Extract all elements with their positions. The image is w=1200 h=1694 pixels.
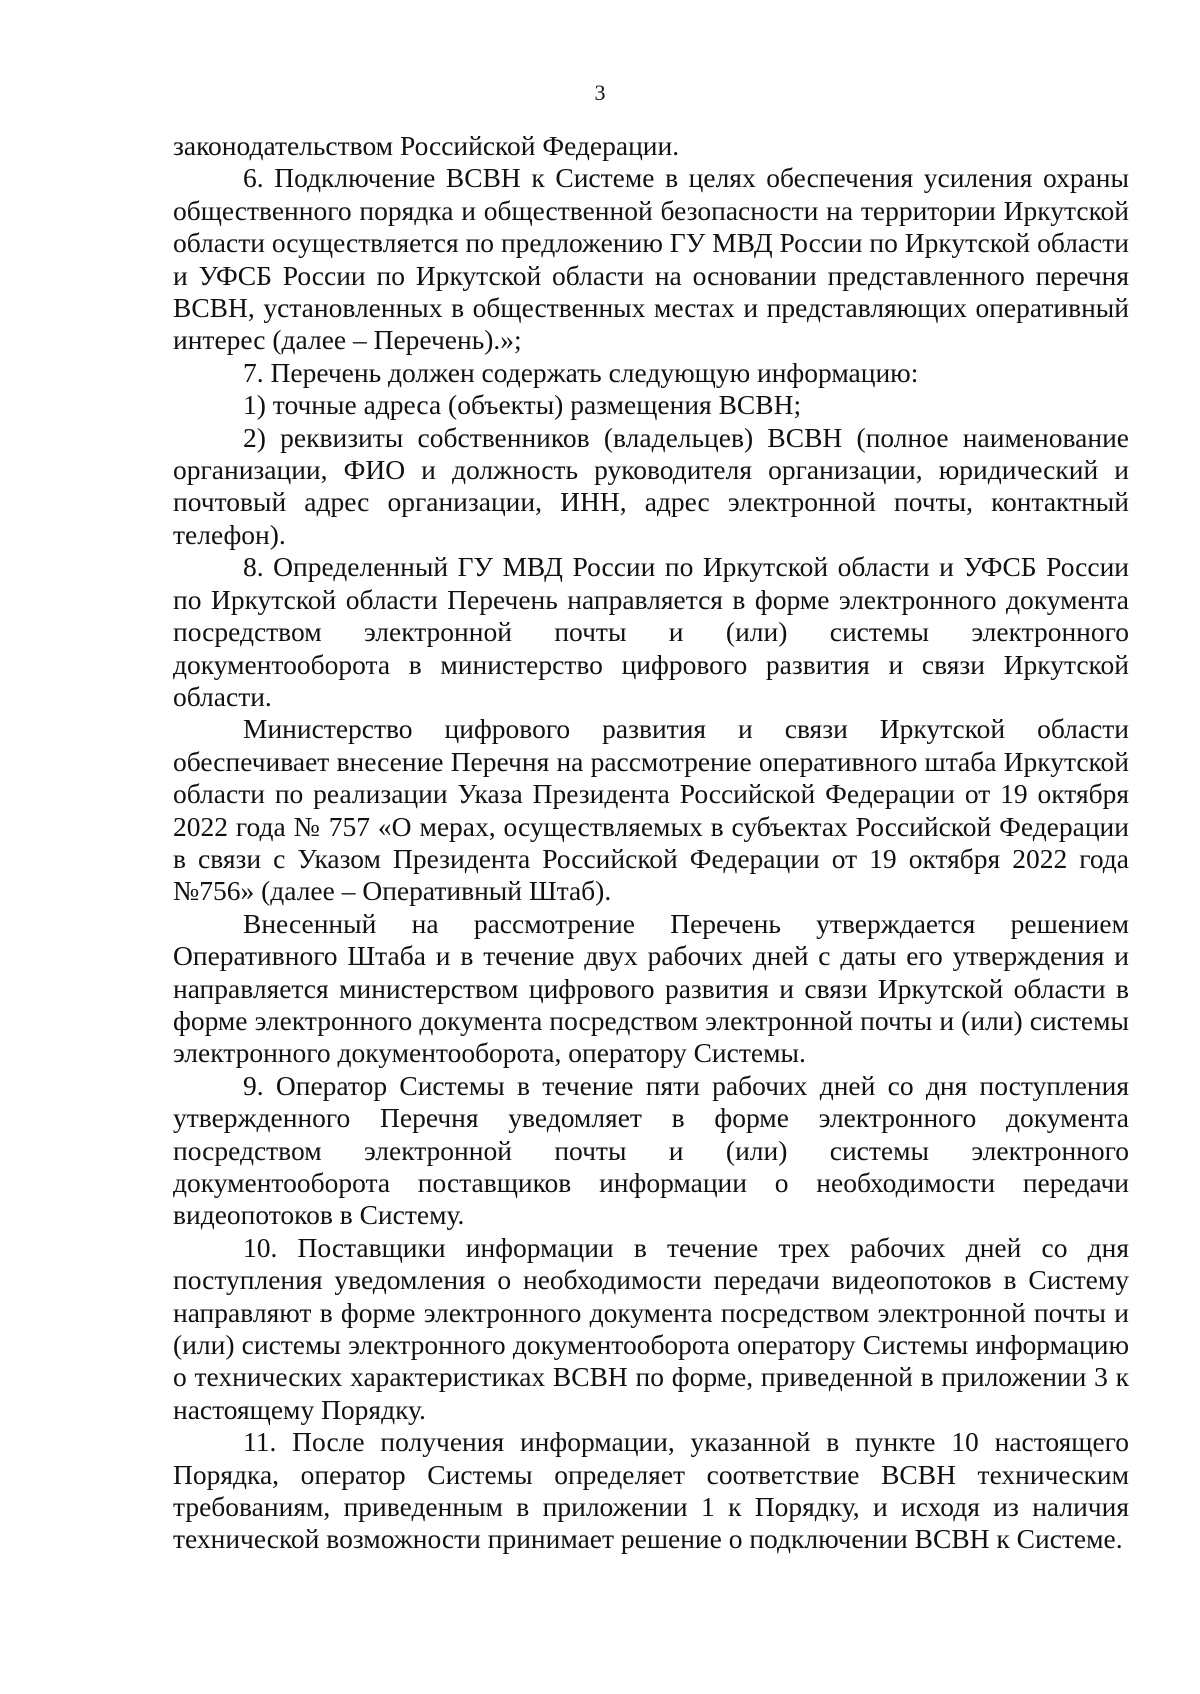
paragraph-approval: Внесенный на рассмотрение Перечень утверждается решением Оперативного Штаба и в течение двух рабочих дней с даты его утверждения и направляется министерством цифрового развития и связи Иркутской области в форме электронного документа посредством электронной почты и (или) системы электронного документооборота, оператору Системы.: [173, 907, 1129, 1069]
paragraph-item-9: 9. Оператор Системы в течение пяти рабочих дней со дня поступления утвержденного Перечня уведомляет в форме электронного документа посредством электронной почты и (или) системы электронного документооборота поставщиков информации о необходимости передачи видеопотоков в Систему.: [173, 1069, 1129, 1231]
paragraph-item-6: 6. Подключение ВСВН к Системе в целях обеспечения усиления охраны общественного порядка и общественной безопасности на территории Иркутской области осуществляется по предложению ГУ МВД России по Иркутской области и УФСБ России по Иркутской области на основании представленного перечня ВСВН, установленных в общественных местах и представляющих оперативный интерес (далее – Перечень).»;: [173, 162, 1129, 356]
paragraph-item-8: 8. Определенный ГУ МВД России по Иркутской области и УФСБ России по Иркутской области Перечень направляется в форме электронного документа посредством электронной почты и (или) системы электронного документооборота в министерство цифрового развития и связи Иркутской области.: [173, 551, 1129, 712]
paragraph-ministry: Министерство цифрового развития и связи Иркутской области обеспечивает внесение Перечня на рассмотрение оперативного штаба Иркутской области по реализации Указа Президента Российской Федерации от 19 октября 2022 года № 757 «О мерах, осуществляемых в субъектах Российской Федерации в связи с Указом Президента Российской Федерации от 19 октября 2022 года №756» (далее – Оперативный Штаб).: [173, 713, 1129, 907]
document-body: [173, 130, 1129, 1556]
paragraph-item-10: 10. Поставщики информации в течение трех рабочих дней со дня поступления уведомления о необходимости передачи видеопотоков в Систему направляют в форме электронного документа посредством электронной почты и (или) системы электронного документооборота оператору Системы информацию о технических характеристиках ВСВН по форме, приведенной в приложении 3 к настоящему Порядку.: [173, 1231, 1129, 1425]
paragraph-subitem-2: 2) реквизиты собственников (владельцев) ВСВН (полное наименование организации, ФИО и должность руководителя организации, юридический и почтовый адрес организации, ИНН, адрес электронной почты, контактный телефон).: [173, 421, 1129, 550]
paragraph-continuation: законодательством Российской Федерации.: [173, 130, 680, 161]
paragraph-item-7: 7. Перечень должен содержать следующую информацию:: [243, 356, 919, 388]
page-number: 3: [594, 80, 606, 105]
paragraph-item-11: 11. После получения информации, указанной в пункте 10 настоящего Порядка, оператор Системы определяет соответствие ВСВН техническим требованиям, приведенным в приложении 1 к Порядку, и исходя из наличия технической возможности принимает решение о подключении ВСВН к Системе.: [173, 1426, 1129, 1555]
paragraph-subitem-1: 1) точные адреса (объекты) размещения ВСВН;: [243, 389, 802, 421]
